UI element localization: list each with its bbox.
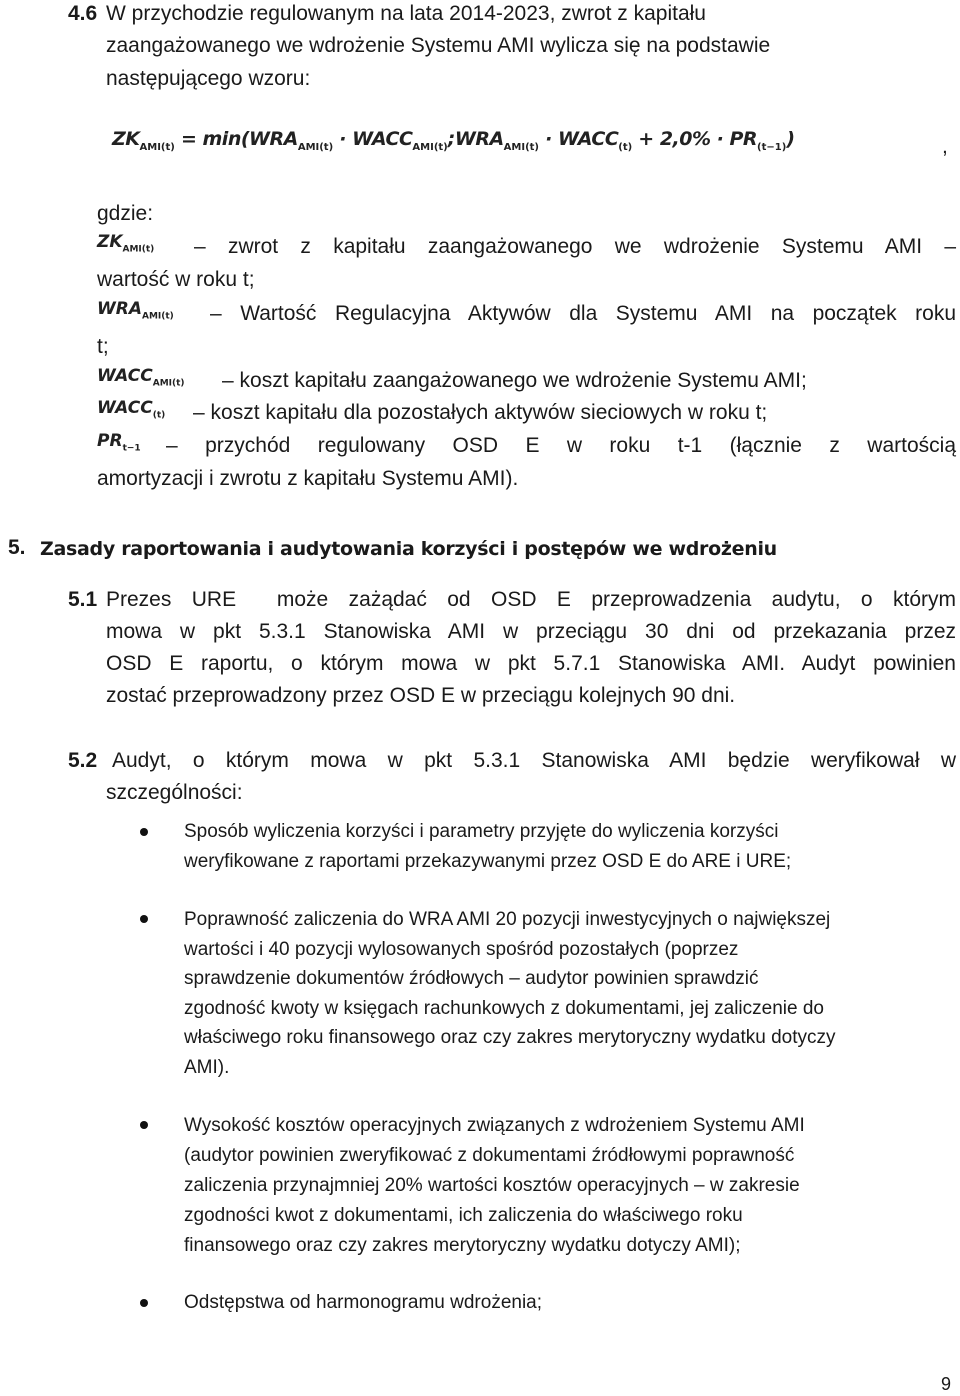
bullet-2-line-2: wartości i 40 pozycji wylosowanych spośród pozostałych (poprzez <box>184 939 739 960</box>
section-number-5-2: 5.2 <box>68 749 98 772</box>
bullet-2-line-6: AMI). <box>184 1057 230 1078</box>
def-pr-text: – przychód regulowany OSD E w roku t-1 (łącznie z wartością <box>166 434 956 457</box>
bullet-3-line-1: Wysokość kosztów operacyjnych związanych z wdrożeniem Systemu AMI <box>184 1115 805 1136</box>
page-number: 9 <box>941 1374 952 1394</box>
section-number-4-6: 4.6 <box>68 2 98 25</box>
section-number-5: 5. <box>8 536 26 559</box>
def-zk-text: – zwrot z kapitału zaangażowanego we wdrożenie Systemu AMI – <box>194 235 956 258</box>
def-wra-text: – Wartość Regulacyjna Aktywów dla Systemu AMI na początek roku <box>210 302 956 325</box>
bullet-dot <box>140 1121 148 1129</box>
formula-wacc2: $WACC_{(t)}$ <box>557 128 633 153</box>
sec46-line2: zaangażowanego we wdrożenie Systemu AMI wylicza się na podstawie <box>106 34 771 57</box>
formula-pr: $PR_{(t-1)}$ <box>729 128 787 153</box>
def-wacc-ami-text: – koszt kapitału zaangażowanego we wdrożenie Systemu AMI; <box>222 369 807 392</box>
sec51-line3: OSD E raportu, o którym mowa w pkt 5.7.1 Stanowiska AMI. Audyt powinien <box>106 652 956 675</box>
symbol-wra-ami: $WRA_{AMI(t)}$ <box>97 299 174 322</box>
bullet-3-line-5: finansowego oraz czy zakres merytoryczny wydatku dotyczy AMI); <box>184 1235 741 1256</box>
formula-trailing-comma: , <box>942 135 948 158</box>
bullet-2-line-3: sprawdzenie dokumentów źródłowych – audytor powinien sprawdzić <box>184 968 759 989</box>
formula-plus: + 2,0% · <box>632 128 730 150</box>
bullet-dot <box>140 915 148 923</box>
def-wra-cont: t; <box>97 335 109 358</box>
formula-eq: = min( <box>180 128 250 150</box>
def-pr-cont: amortyzacji i zwrotu z kapitału Systemu AMI). <box>97 467 519 490</box>
formula-dot2: · <box>539 128 558 150</box>
symbol-wacc-ami: $WACC_{AMI(t)}$ <box>97 366 185 389</box>
def-zk-cont: wartość w roku t; <box>97 268 255 291</box>
formula-wra1: $WRA_{AMI(t)}$ <box>249 128 334 153</box>
formula-image <box>112 128 795 153</box>
definitions-intro: gdzie: <box>97 202 154 225</box>
bullet-dot <box>140 828 148 836</box>
bullet-3-line-4: zgodności kwot z dokumentami, ich zaliczenia do właściwego roku <box>184 1205 743 1226</box>
bullet-4-line-1: Odstępstwa od harmonogramu wdrożenia; <box>184 1292 543 1313</box>
formula-close: ) <box>786 128 795 150</box>
bullet-1-line-2: weryfikowane z raportami przekazywanymi przez OSD E do ARE i URE; <box>184 851 792 872</box>
symbol-wacc: $WACC_{(t)}$ <box>97 398 166 421</box>
formula-wacc1: $WACC_{AMI(t)}$ <box>352 128 448 153</box>
bullet-dot <box>140 1299 148 1307</box>
bullet-1-line-1: Sposób wyliczenia korzyści i parametry przyjęte do wyliczenia korzyści <box>184 821 779 842</box>
sec52-line1: Audyt, o którym mowa w pkt 5.3.1 Stanowiska AMI będzie weryfikował w <box>112 749 956 772</box>
bullet-3-line-2: (audytor powinien zweryfikować z dokumentami źródłowymi poprawność <box>184 1145 795 1166</box>
bullet-3-line-3: zaliczenia przynajmniej 20% wartości kosztów operacyjnych – w zakresie <box>184 1175 800 1196</box>
symbol-zk-ami: $ZK_{AMI(t)}$ <box>97 232 155 255</box>
bullet-2-line-1: Poprawność zaliczenia do WRA AMI 20 pozycji inwestycyjnych o największej <box>184 909 831 930</box>
bullet-2-line-5: właściwego roku finansowego oraz czy zakres merytoryczny wydatku dotyczy <box>184 1027 836 1048</box>
formula-semicolon: ; <box>447 128 455 150</box>
def-wacc-text: – koszt kapitału dla pozostałych aktywów sieciowych w roku t; <box>193 401 768 424</box>
section-number-5-1: 5.1 <box>68 588 98 611</box>
symbol-pr: $PR_{t-1}$ <box>97 431 141 454</box>
sec52-line2: szczególności: <box>106 781 243 804</box>
formula-lhs: $ZK_{AMI(t)}$ <box>112 128 175 153</box>
formula-dot1: · <box>333 128 353 150</box>
sec51-line4: zostać przeprowadzony przez OSD E w przeciągu kolejnych 90 dni. <box>106 684 736 707</box>
formula-wra2: $WRA_{AMI(t)}$ <box>454 128 540 153</box>
sec46-line3: następującego wzoru: <box>106 67 311 90</box>
sec51-line1: Prezes URE może zażądać od OSD E przeprowadzenia audytu, o którym <box>106 588 956 611</box>
sec46-line1: W przychodzie regulowanym na lata 2014-2023, zwrot z kapitału <box>106 2 706 25</box>
bullet-2-line-4: zgodność kwoty w księgach rachunkowych z dokumentami, jej zaliczenie do <box>184 998 824 1019</box>
sec51-line2: mowa w pkt 5.3.1 Stanowiska AMI w przeciągu 30 dni od przekazania przez <box>106 620 956 643</box>
section-5-title: Zasady raportowania i audytowania korzyści i postępów we wdrożeniu <box>40 538 777 560</box>
